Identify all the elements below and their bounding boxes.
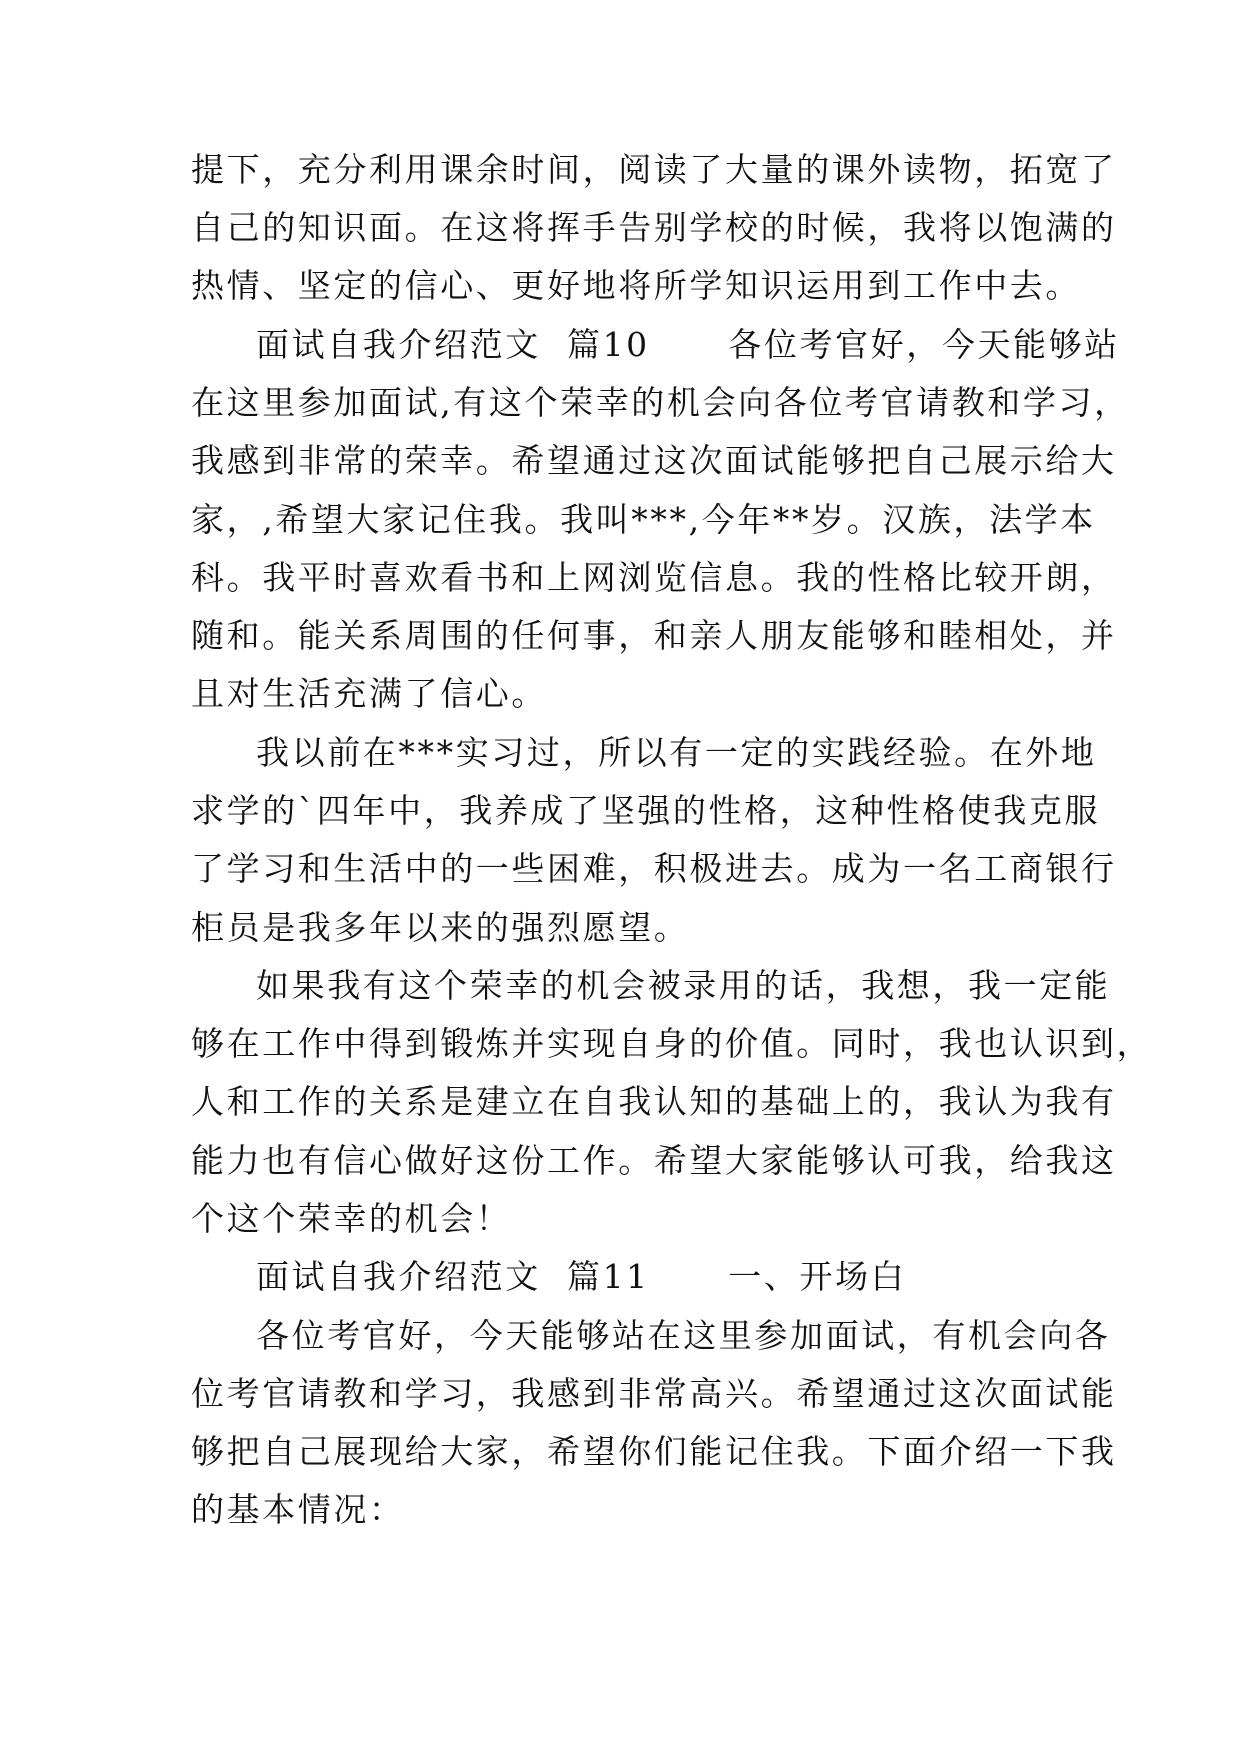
text-line: 个这个荣幸的机会！: [191, 1199, 512, 1238]
text-line: 在这里参加面试,有这个荣幸的机会向各位考官请教和学习，: [191, 383, 1130, 422]
text-line: 家，,希望大家记住我。我叫***,今年**岁。汉族，法学本: [191, 500, 1096, 539]
text-line: 我感到非常的荣幸。希望通过这次面试能够把自己展示给大: [191, 441, 1117, 480]
text-line: 自己的知识面。在这将挥手告别学校的时候，我将以饱满的: [191, 208, 1117, 247]
text-line: 求学的`四年中，我养成了坚强的性格，这种性格使我克服: [191, 791, 1101, 830]
section-heading-line: 面试自我介绍范文 篇11 一、开场白: [256, 1257, 907, 1296]
text-line: 了学习和生活中的一些困难，积极进去。成为一名工商银行: [191, 849, 1117, 888]
text-line: 且对生活充满了信心。: [191, 674, 547, 713]
text-line: 的基本情况：: [191, 1490, 405, 1529]
text-line: 位考官请教和学习，我感到非常高兴。希望通过这次面试能: [191, 1374, 1117, 1413]
text-line: 提下，充分利用课余时间，阅读了大量的课外读物，拓宽了: [191, 150, 1117, 189]
text-line: 热情、坚定的信心、更好地将所学知识运用到工作中去。: [191, 266, 1081, 305]
text-line: 如果我有这个荣幸的机会被录用的话，我想，我一定能: [256, 966, 1111, 1005]
text-line: 能力也有信心做好这份工作。希望大家能够认可我，给我这: [191, 1141, 1117, 1180]
text-line: 柜员是我多年以来的强烈愿望。: [191, 908, 690, 947]
text-line: 够把自己展现给大家，希望你们能记住我。下面介绍一下我: [191, 1432, 1117, 1471]
text-line: 人和工作的关系是建立在自我认知的基础上的，我认为我有: [191, 1082, 1117, 1121]
section-heading-line: 面试自我介绍范文 篇10 各位考官好，今天能够站: [256, 325, 1120, 364]
text-line: 我以前在***实习过，所以有一定的实践经验。在外地: [256, 733, 1097, 772]
text-line: 够在工作中得到锻炼并实现自身的价值。同时，我也认识到，: [191, 1024, 1153, 1063]
text-line: 各位考官好，今天能够站在这里参加面试，有机会向各: [256, 1316, 1111, 1355]
text-line: 随和。能关系周围的任何事，和亲人朋友能够和睦相处，并: [191, 616, 1117, 655]
text-line: 科。我平时喜欢看书和上网浏览信息。我的性格比较开朗，: [191, 558, 1117, 597]
